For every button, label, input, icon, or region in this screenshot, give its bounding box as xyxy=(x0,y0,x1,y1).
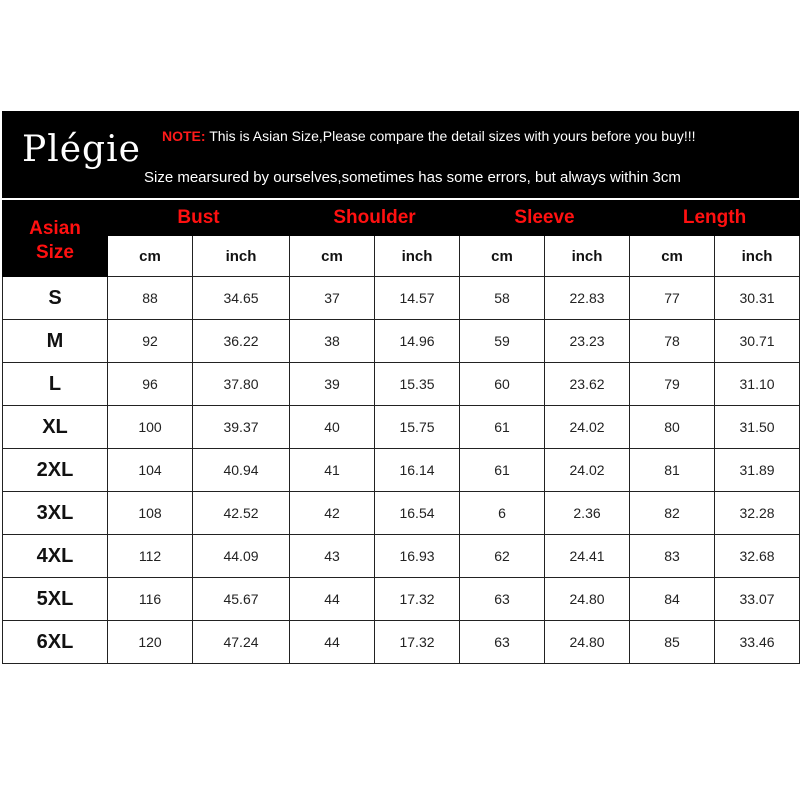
size-label: 6XL xyxy=(3,621,108,664)
size-value-cell: 24.41 xyxy=(545,535,630,578)
size-value-cell: 6 xyxy=(460,492,545,535)
size-value-cell: 15.75 xyxy=(375,406,460,449)
size-value-cell: 37.80 xyxy=(193,363,290,406)
unit-header: inch xyxy=(715,236,800,277)
size-value-cell: 84 xyxy=(630,578,715,621)
size-value-cell: 92 xyxy=(108,320,193,363)
size-value-cell: 33.46 xyxy=(715,621,800,664)
size-value-cell: 33.07 xyxy=(715,578,800,621)
group-header-bust: Bust xyxy=(108,201,290,236)
unit-header: cm xyxy=(108,236,193,277)
asian-size-header xyxy=(3,201,108,277)
size-value-cell: 16.14 xyxy=(375,449,460,492)
size-value-cell: 44 xyxy=(290,621,375,664)
size-label: 2XL xyxy=(3,449,108,492)
note-text: This is Asian Size,Please compare the detail sizes with yours before you buy!!! xyxy=(205,128,696,144)
size-value-cell: 63 xyxy=(460,578,545,621)
size-value-cell: 17.32 xyxy=(375,578,460,621)
size-value-cell: 39.37 xyxy=(193,406,290,449)
size-value-cell: 59 xyxy=(460,320,545,363)
group-header-length: Length xyxy=(630,201,800,236)
size-row xyxy=(3,277,800,320)
asian-size-line2: Size xyxy=(35,241,75,263)
size-value-cell: 2.36 xyxy=(545,492,630,535)
size-value-cell: 31.50 xyxy=(715,406,800,449)
size-value-cell: 24.80 xyxy=(545,578,630,621)
size-value-cell: 88 xyxy=(108,277,193,320)
size-value-cell: 77 xyxy=(630,277,715,320)
size-value-cell: 42 xyxy=(290,492,375,535)
size-value-cell: 43 xyxy=(290,535,375,578)
unit-header-row xyxy=(3,236,800,277)
size-value-cell: 36.22 xyxy=(193,320,290,363)
size-value-cell: 116 xyxy=(108,578,193,621)
size-value-cell: 32.28 xyxy=(715,492,800,535)
size-value-cell: 16.93 xyxy=(375,535,460,578)
brand-logo: Plégie xyxy=(22,129,141,170)
size-value-cell: 32.68 xyxy=(715,535,800,578)
size-row xyxy=(3,621,800,664)
size-value-cell: 31.10 xyxy=(715,363,800,406)
unit-header: cm xyxy=(460,236,545,277)
size-value-cell: 24.02 xyxy=(545,406,630,449)
unit-header: inch xyxy=(193,236,290,277)
measure-disclaimer: Size mearsured by ourselves,sometimes has some errors, but always within 3cm xyxy=(144,169,681,186)
size-value-cell: 44 xyxy=(290,578,375,621)
size-label: 5XL xyxy=(3,578,108,621)
size-value-cell: 37 xyxy=(290,277,375,320)
size-row xyxy=(3,406,800,449)
size-value-cell: 17.32 xyxy=(375,621,460,664)
size-value-cell: 62 xyxy=(460,535,545,578)
size-row xyxy=(3,578,800,621)
size-value-cell: 39 xyxy=(290,363,375,406)
size-value-cell: 24.80 xyxy=(545,621,630,664)
unit-header: cm xyxy=(290,236,375,277)
group-header-shoulder: Shoulder xyxy=(290,201,460,236)
size-label: XL xyxy=(3,406,108,449)
size-chart xyxy=(2,111,799,680)
size-value-cell: 24.02 xyxy=(545,449,630,492)
size-value-cell: 120 xyxy=(108,621,193,664)
size-row xyxy=(3,363,800,406)
size-value-cell: 81 xyxy=(630,449,715,492)
size-value-cell: 16.54 xyxy=(375,492,460,535)
size-value-cell: 100 xyxy=(108,406,193,449)
size-value-cell: 108 xyxy=(108,492,193,535)
size-value-cell: 41 xyxy=(290,449,375,492)
size-value-cell: 104 xyxy=(108,449,193,492)
unit-header: inch xyxy=(545,236,630,277)
size-value-cell: 40 xyxy=(290,406,375,449)
size-value-cell: 30.31 xyxy=(715,277,800,320)
size-value-cell: 96 xyxy=(108,363,193,406)
size-table xyxy=(2,200,800,664)
size-value-cell: 80 xyxy=(630,406,715,449)
size-row xyxy=(3,320,800,363)
size-value-cell: 60 xyxy=(460,363,545,406)
size-value-cell: 30.71 xyxy=(715,320,800,363)
size-value-cell: 34.65 xyxy=(193,277,290,320)
size-value-cell: 45.67 xyxy=(193,578,290,621)
size-value-cell: 61 xyxy=(460,449,545,492)
size-value-cell: 15.35 xyxy=(375,363,460,406)
size-label: S xyxy=(3,277,108,320)
size-value-cell: 42.52 xyxy=(193,492,290,535)
size-label: 3XL xyxy=(3,492,108,535)
size-value-cell: 22.83 xyxy=(545,277,630,320)
size-label: 4XL xyxy=(3,535,108,578)
size-value-cell: 31.89 xyxy=(715,449,800,492)
size-value-cell: 44.09 xyxy=(193,535,290,578)
size-value-cell: 82 xyxy=(630,492,715,535)
size-row xyxy=(3,535,800,578)
unit-header: cm xyxy=(630,236,715,277)
size-value-cell: 47.24 xyxy=(193,621,290,664)
asian-size-line1: Asian xyxy=(29,217,81,239)
size-value-cell: 38 xyxy=(290,320,375,363)
size-label: M xyxy=(3,320,108,363)
size-value-cell: 58 xyxy=(460,277,545,320)
size-value-cell: 85 xyxy=(630,621,715,664)
unit-header: inch xyxy=(375,236,460,277)
size-value-cell: 83 xyxy=(630,535,715,578)
size-value-cell: 14.57 xyxy=(375,277,460,320)
size-value-cell: 78 xyxy=(630,320,715,363)
size-value-cell: 112 xyxy=(108,535,193,578)
size-note xyxy=(162,128,696,144)
size-value-cell: 40.94 xyxy=(193,449,290,492)
note-label: NOTE: xyxy=(162,128,206,144)
size-label: L xyxy=(3,363,108,406)
size-value-cell: 61 xyxy=(460,406,545,449)
size-value-cell: 23.23 xyxy=(545,320,630,363)
size-value-cell: 63 xyxy=(460,621,545,664)
group-header-sleeve: Sleeve xyxy=(460,201,630,236)
chart-header xyxy=(2,111,799,200)
size-value-cell: 23.62 xyxy=(545,363,630,406)
size-value-cell: 14.96 xyxy=(375,320,460,363)
group-header-row xyxy=(3,201,800,236)
size-row xyxy=(3,492,800,535)
size-value-cell: 79 xyxy=(630,363,715,406)
size-row xyxy=(3,449,800,492)
